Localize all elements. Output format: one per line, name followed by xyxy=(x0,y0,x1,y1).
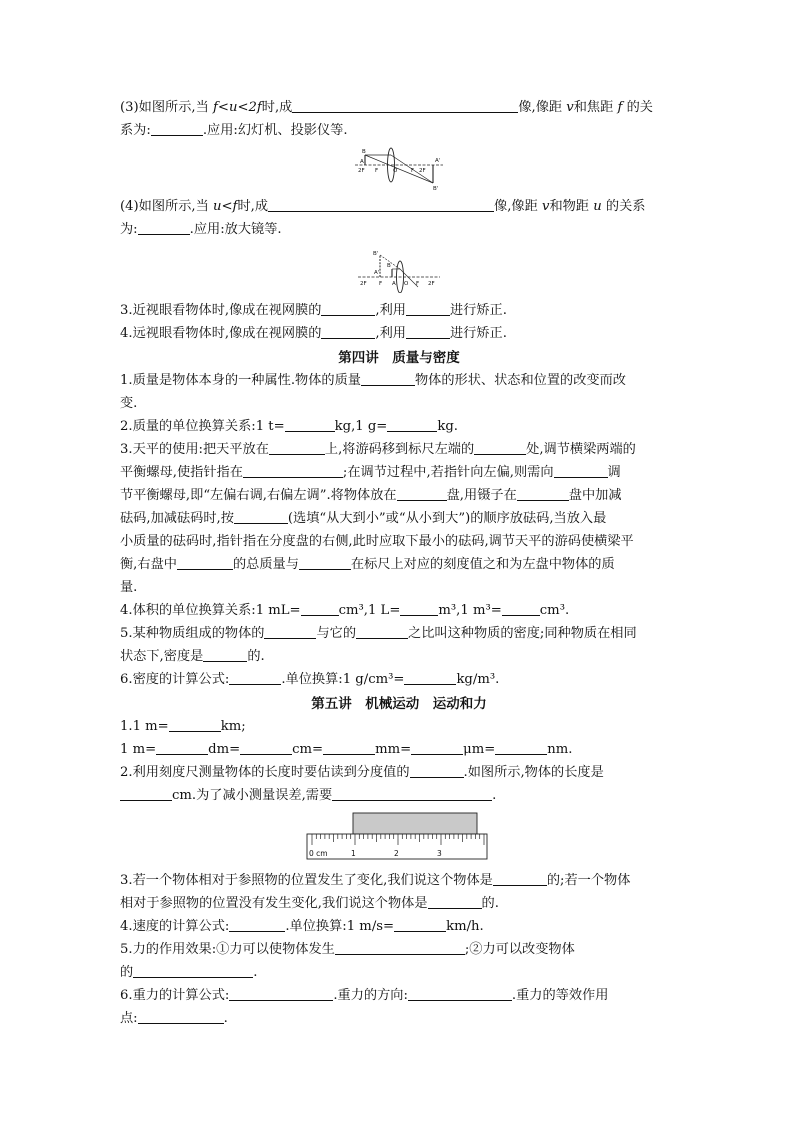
answer-blank[interactable] xyxy=(335,940,465,955)
text: 3.天平的使用:把天平放在 xyxy=(120,442,269,457)
section-4-title: 第四讲 质量与密度 xyxy=(338,350,460,366)
text: .应用:幻灯机、投影仪等. xyxy=(202,123,348,138)
answer-blank[interactable] xyxy=(292,98,518,113)
text: mm= xyxy=(375,742,412,757)
fig-label: B xyxy=(362,149,366,155)
fig-label: F xyxy=(416,281,420,287)
answer-blank[interactable] xyxy=(406,301,450,316)
var-text: v xyxy=(541,199,550,214)
text: ,利用 xyxy=(375,303,406,318)
ruler-label: 2 xyxy=(394,849,399,858)
fig-label: F xyxy=(375,168,379,174)
text: cm.为了减小测量误差,需要 xyxy=(172,788,333,803)
answer-blank[interactable] xyxy=(169,717,221,732)
answer-blank[interactable] xyxy=(502,601,540,616)
text: cm³. xyxy=(539,603,570,618)
text: 和焦距 xyxy=(573,100,618,115)
text: kg,1 g= xyxy=(334,419,388,434)
text: .单位换算:1 g/cm³= xyxy=(281,672,405,687)
answer-blank[interactable] xyxy=(400,601,438,616)
answer-blank[interactable] xyxy=(356,624,408,639)
answer-blank[interactable] xyxy=(264,624,316,639)
text: 调 xyxy=(607,465,621,480)
text: 的 xyxy=(120,965,134,980)
fig-label: A' xyxy=(374,270,380,276)
text: (4)如图所示,当 xyxy=(120,199,214,214)
fig-label: B' xyxy=(373,251,379,257)
answer-blank[interactable] xyxy=(138,220,190,235)
text: 衡,右盘中 xyxy=(120,557,177,572)
text: μm= xyxy=(463,742,496,757)
fig-label: F xyxy=(379,281,383,287)
fig-label: F xyxy=(411,168,415,174)
text: 节平衡螺母,即“左偏右调,右偏左调”.将物体放在 xyxy=(120,488,397,503)
lens-item-4-line2 xyxy=(120,218,678,241)
text: 的总质量与 xyxy=(232,557,299,572)
text: 系为: xyxy=(120,123,151,138)
text: 之比叫这种物质的密度;同种物质在相同 xyxy=(408,626,637,641)
answer-blank[interactable] xyxy=(554,463,608,478)
answer-blank[interactable] xyxy=(404,670,456,685)
text: 4.速度的计算公式: xyxy=(120,919,230,934)
measured-block xyxy=(353,813,477,834)
text: nm. xyxy=(547,742,573,757)
s4-q1 xyxy=(120,369,678,415)
answer-blank[interactable] xyxy=(397,486,447,501)
text: 1.1 m= xyxy=(120,719,169,734)
text: 5.某种物质组成的物体的 xyxy=(120,626,265,641)
answer-blank[interactable] xyxy=(394,917,446,932)
answer-blank[interactable] xyxy=(203,647,247,662)
text: .如图所示,物体的长度是 xyxy=(463,765,604,780)
text: 状态下,密度是 xyxy=(120,649,204,664)
text: ,利用 xyxy=(375,326,406,341)
var-text: v xyxy=(566,100,574,115)
text: . xyxy=(253,965,258,980)
fig-label: B xyxy=(387,263,391,269)
text: 在标尺上对应的刻度值之和为左盘中物体的质 xyxy=(350,557,615,572)
ruler-diagram xyxy=(306,811,492,863)
var-text: u xyxy=(593,199,602,214)
text: cm= xyxy=(292,742,324,757)
ruler-label: 1 xyxy=(351,849,356,858)
text: 平衡螺母,使指针指在 xyxy=(120,465,243,480)
s5-q5 xyxy=(120,938,678,984)
text: 时,成 xyxy=(261,100,293,115)
text: 3.近视眼看物体时,像成在视网膜的 xyxy=(120,303,322,318)
fig-label: O xyxy=(393,168,398,174)
text: 的. xyxy=(481,896,499,911)
hyperopia-line xyxy=(120,322,678,345)
text: .重力的等效作用 xyxy=(511,988,609,1003)
text: 2.利用刻度尺测量物体的长度时要估读到分度值的 xyxy=(120,765,410,780)
fig-label: 2F xyxy=(360,281,367,287)
text: 5.力的作用效果:①力可以使物体发生 xyxy=(120,942,335,957)
text: 进行矫正. xyxy=(449,303,507,318)
text: km/h. xyxy=(446,919,484,934)
text: 4.体积的单位换算关系:1 mL= xyxy=(120,603,301,618)
text: (选填“从大到小”或“从小到大”)的顺序放砝码,当放入最 xyxy=(287,511,607,526)
answer-blank[interactable] xyxy=(177,555,233,570)
fig-label: A xyxy=(360,159,364,165)
condition-text: f<u<2f xyxy=(213,100,262,115)
text: 为: xyxy=(120,222,138,237)
answer-blank[interactable] xyxy=(285,417,335,432)
s5-q2 xyxy=(120,761,678,807)
text: 和物距 xyxy=(549,199,594,214)
text: 时,成 xyxy=(237,199,269,214)
answer-blank[interactable] xyxy=(493,871,547,886)
fig-label: O xyxy=(404,281,409,287)
text: 2.质量的单位换算关系:1 t= xyxy=(120,419,285,434)
answer-blank[interactable] xyxy=(133,963,253,978)
answer-blank[interactable] xyxy=(229,986,333,1001)
text: m³,1 m³= xyxy=(438,603,502,618)
ruler-zero-label: 0 cm xyxy=(309,849,328,858)
text: 量. xyxy=(120,580,138,595)
text: 物体的形状、状态和位置的改变而改 xyxy=(414,373,626,388)
worksheet-page xyxy=(120,96,678,1030)
text: 点: xyxy=(120,1011,138,1026)
ruler-label: 3 xyxy=(437,849,442,858)
answer-blank[interactable] xyxy=(240,740,292,755)
fig-label: 2F xyxy=(428,281,435,287)
answer-blank[interactable] xyxy=(156,740,208,755)
answer-blank[interactable] xyxy=(474,440,526,455)
text: .应用:放大镜等. xyxy=(189,222,282,237)
text: 处,调节横梁两端的 xyxy=(526,442,636,457)
answer-blank[interactable] xyxy=(268,197,494,212)
answer-blank[interactable] xyxy=(299,555,351,570)
text: 相对于参照物的位置没有发生变化,我们说这个物体是 xyxy=(120,896,428,911)
answer-blank[interactable] xyxy=(321,301,375,316)
fig-label: B' xyxy=(433,186,439,191)
lens-item-3-line1 xyxy=(120,96,678,119)
text: 与它的 xyxy=(316,626,357,641)
answer-blank[interactable] xyxy=(406,324,450,339)
s5-q1a xyxy=(120,715,678,738)
s5-q3 xyxy=(120,869,678,915)
text: km; xyxy=(220,719,246,734)
answer-blank[interactable] xyxy=(138,1009,224,1024)
text: kg/m³. xyxy=(456,672,500,687)
text: cm³,1 L= xyxy=(338,603,401,618)
text: 进行矫正. xyxy=(449,326,507,341)
text: kg. xyxy=(437,419,458,434)
s4-q2 xyxy=(120,415,678,438)
answer-blank[interactable] xyxy=(517,486,569,501)
text: 6.密度的计算公式: xyxy=(120,672,230,687)
text: 变. xyxy=(120,396,138,411)
text: 的关系 xyxy=(601,199,646,214)
text: 上,将游码移到标尺左端的 xyxy=(324,442,475,457)
text: .单位换算:1 m/s= xyxy=(285,919,395,934)
answer-blank[interactable] xyxy=(301,601,339,616)
condition-text: u<f xyxy=(213,199,238,214)
answer-blank[interactable] xyxy=(243,463,343,478)
answer-blank[interactable] xyxy=(229,670,281,685)
answer-blank[interactable] xyxy=(410,763,464,778)
text: 小质量的砝码时,指针指在分度盘的右侧,此时应取下最小的砝码,调节天平的游码使横梁平 xyxy=(120,534,634,549)
text: ;在调节过程中,若指针向左偏,则需向 xyxy=(342,465,554,480)
answer-blank[interactable] xyxy=(361,371,415,386)
answer-blank[interactable] xyxy=(321,324,375,339)
text: 像,像距 xyxy=(494,199,542,214)
text: 1.质量是物体本身的一种属性.物体的质量 xyxy=(120,373,361,388)
text: 砝码,加减砝码时,按 xyxy=(120,511,234,526)
lens-item-4-line1 xyxy=(120,195,678,218)
text: . xyxy=(223,1011,228,1026)
text: 4.远视眼看物体时,像成在视网膜的 xyxy=(120,326,322,341)
answer-blank[interactable] xyxy=(234,509,288,524)
fig-label: A' xyxy=(435,158,441,164)
text: 的. xyxy=(247,649,265,664)
convex-lens-diagram-real-image xyxy=(353,145,445,191)
answer-blank[interactable] xyxy=(323,740,375,755)
text: 1 m= xyxy=(120,742,157,757)
answer-blank[interactable] xyxy=(151,121,203,136)
answer-blank[interactable] xyxy=(120,786,172,801)
answer-blank[interactable] xyxy=(269,440,325,455)
text: 盘,用镊子在 xyxy=(446,488,517,503)
fig-label: 2F xyxy=(419,168,426,174)
text: 盘中加减 xyxy=(568,488,622,503)
convex-lens-diagram-virtual-image xyxy=(356,247,442,293)
answer-blank[interactable] xyxy=(229,917,285,932)
answer-blank[interactable] xyxy=(428,894,482,909)
text: 像,像距 xyxy=(518,100,567,115)
answer-blank[interactable] xyxy=(387,417,437,432)
var-text: f xyxy=(617,100,623,115)
fig-label: A xyxy=(392,281,396,287)
text: 的关 xyxy=(622,100,653,115)
myopia-line xyxy=(120,299,678,322)
text: 的;若一个物体 xyxy=(546,873,631,888)
answer-blank[interactable] xyxy=(495,740,547,755)
s4-q6 xyxy=(120,668,678,691)
fig-label: 2F xyxy=(358,168,365,174)
lens-item-3-line2 xyxy=(120,119,678,142)
answer-blank[interactable] xyxy=(411,740,463,755)
answer-blank[interactable] xyxy=(332,786,492,801)
s5-q4 xyxy=(120,915,678,938)
text: 3.若一个物体相对于参照物的位置发生了变化,我们说这个物体是 xyxy=(120,873,493,888)
text: .重力的方向: xyxy=(333,988,408,1003)
text: 6.重力的计算公式: xyxy=(120,988,230,1003)
s4-q4 xyxy=(120,599,678,622)
text: . xyxy=(492,788,497,803)
text: ;②力可以改变物体 xyxy=(464,942,575,957)
answer-blank[interactable] xyxy=(408,986,512,1001)
text: (3)如图所示,当 xyxy=(120,100,214,115)
s5-q6 xyxy=(120,984,678,1030)
s4-q5 xyxy=(120,622,678,668)
s4-q3 xyxy=(120,438,678,599)
section-5-title: 第五讲 机械运动 运动和力 xyxy=(311,696,487,712)
s5-q1b xyxy=(120,738,678,761)
text: dm= xyxy=(208,742,241,757)
